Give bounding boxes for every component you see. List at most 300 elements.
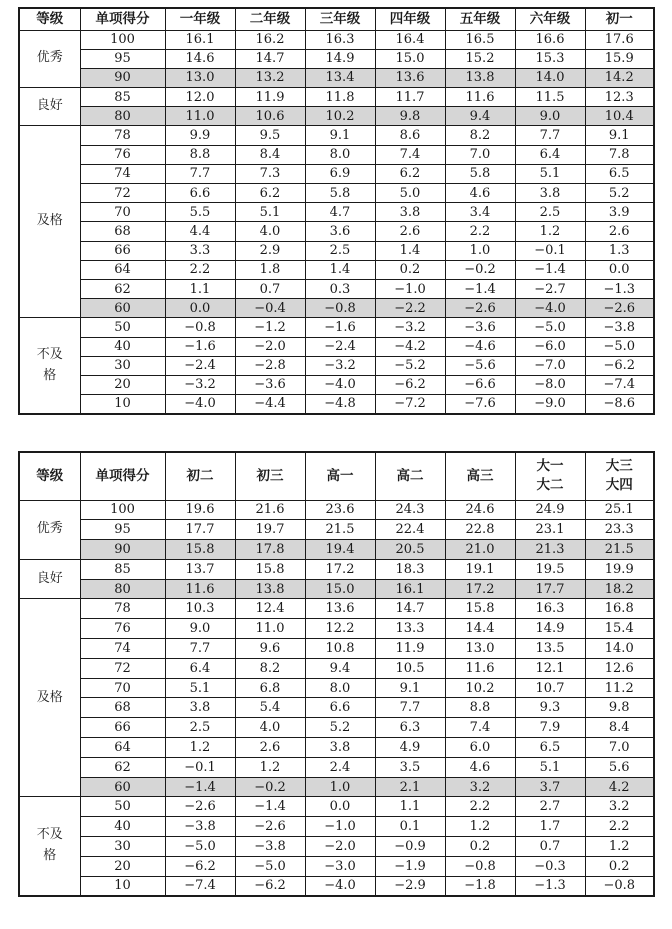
value-cell: −3.8 (165, 817, 235, 837)
value-cell: 2.6 (585, 222, 654, 241)
level-label: 不及格 (36, 346, 63, 383)
table-row (19, 375, 654, 394)
value-cell: 11.9 (235, 88, 305, 107)
value-cell: 9.4 (445, 107, 515, 126)
value-cell: −2.4 (305, 337, 375, 356)
value-cell: 12.1 (515, 658, 585, 678)
score-cell: 64 (80, 260, 165, 279)
value-cell: 8.6 (375, 126, 445, 145)
table-row (19, 738, 654, 758)
score-cell: 70 (80, 203, 165, 222)
value-cell: −0.8 (445, 856, 515, 876)
value-cell: −6.0 (515, 337, 585, 356)
value-cell: 4.0 (235, 222, 305, 241)
value-cell: −1.2 (235, 318, 305, 337)
value-cell: 19.5 (515, 559, 585, 579)
value-cell: 13.8 (445, 68, 515, 87)
value-cell: 20.5 (375, 540, 445, 560)
value-cell: 16.4 (375, 30, 445, 49)
value-cell: −1.6 (305, 318, 375, 337)
value-cell: −1.4 (515, 260, 585, 279)
value-cell: 19.4 (305, 540, 375, 560)
header-university-1-2 (515, 452, 585, 500)
value-cell: −5.6 (445, 356, 515, 375)
value-cell: 1.1 (375, 797, 445, 817)
value-cell: 21.6 (235, 500, 305, 520)
value-cell: 7.7 (165, 639, 235, 659)
value-cell: 1.0 (305, 777, 375, 797)
value-cell: −9.0 (515, 395, 585, 414)
table-body (19, 500, 654, 896)
value-cell: 12.6 (585, 658, 654, 678)
level-label: 及格 (36, 689, 63, 705)
value-cell: 7.7 (165, 164, 235, 183)
value-cell: 16.8 (585, 599, 654, 619)
value-cell: 5.4 (235, 698, 305, 718)
table-row (19, 856, 654, 876)
value-cell: 7.0 (445, 145, 515, 164)
value-cell: 1.3 (585, 241, 654, 260)
table-row (19, 520, 654, 540)
value-cell: 8.8 (445, 698, 515, 718)
table-row (19, 876, 654, 896)
value-cell: 9.1 (585, 126, 654, 145)
level-cell (19, 559, 80, 599)
value-cell: 3.2 (445, 777, 515, 797)
score-cell: 40 (80, 817, 165, 837)
value-cell: 6.4 (165, 658, 235, 678)
table-row (19, 203, 654, 222)
value-cell: 17.7 (515, 579, 585, 599)
value-cell: 9.4 (305, 658, 375, 678)
value-cell: 14.6 (165, 49, 235, 68)
value-cell: 2.6 (235, 738, 305, 758)
value-cell: −1.3 (515, 876, 585, 896)
value-cell: −3.8 (585, 318, 654, 337)
level-cell (19, 599, 80, 797)
value-cell: 3.4 (445, 203, 515, 222)
table-row (19, 145, 654, 164)
table-row (19, 164, 654, 183)
value-cell: 4.6 (445, 184, 515, 203)
value-cell: 2.5 (305, 241, 375, 260)
value-cell: 16.3 (515, 599, 585, 619)
header-junior-1: 初一 (585, 8, 654, 30)
table-row (19, 260, 654, 279)
table-row (19, 88, 654, 107)
value-cell: −3.6 (445, 318, 515, 337)
table-row (19, 777, 654, 797)
value-cell: 21.3 (515, 540, 585, 560)
value-cell: 7.7 (515, 126, 585, 145)
score-cell: 85 (80, 559, 165, 579)
value-cell: 13.0 (445, 639, 515, 659)
score-cell: 72 (80, 184, 165, 203)
value-cell: 1.2 (235, 757, 305, 777)
level-cell (19, 126, 80, 318)
value-cell: 4.9 (375, 738, 445, 758)
value-cell: −1.9 (375, 856, 445, 876)
header-grade-2: 二年级 (235, 8, 305, 30)
value-cell: 1.8 (235, 260, 305, 279)
value-cell: 10.5 (375, 658, 445, 678)
header-grade-4: 四年级 (375, 8, 445, 30)
value-cell: 17.7 (165, 520, 235, 540)
score-cell: 78 (80, 126, 165, 145)
value-cell: 3.5 (375, 757, 445, 777)
score-cell: 76 (80, 145, 165, 164)
level-cell (19, 88, 80, 126)
value-cell: −3.6 (235, 375, 305, 394)
value-cell: 11.6 (445, 658, 515, 678)
table-row (19, 126, 654, 145)
table-row (19, 241, 654, 260)
value-cell: 3.8 (515, 184, 585, 203)
value-cell: 12.3 (585, 88, 654, 107)
value-cell: 6.9 (305, 164, 375, 183)
table-row (19, 30, 654, 49)
value-cell: −2.0 (235, 337, 305, 356)
value-cell: −0.8 (305, 299, 375, 318)
value-cell: −6.2 (165, 856, 235, 876)
value-cell: 11.5 (515, 88, 585, 107)
score-cell: 68 (80, 222, 165, 241)
value-cell: 13.8 (235, 579, 305, 599)
value-cell: 3.8 (165, 698, 235, 718)
value-cell: 14.9 (305, 49, 375, 68)
value-cell: 10.6 (235, 107, 305, 126)
score-cell: 60 (80, 299, 165, 318)
value-cell: 18.3 (375, 559, 445, 579)
value-cell: 2.2 (165, 260, 235, 279)
score-cell: 76 (80, 619, 165, 639)
value-cell: −2.6 (445, 299, 515, 318)
value-cell: 15.0 (375, 49, 445, 68)
value-cell: 10.3 (165, 599, 235, 619)
value-cell: −4.0 (515, 299, 585, 318)
table-row (19, 579, 654, 599)
value-cell: 17.8 (235, 540, 305, 560)
value-cell: −2.9 (375, 876, 445, 896)
value-cell: −5.0 (235, 856, 305, 876)
value-cell: 9.9 (165, 126, 235, 145)
value-cell: 1.1 (165, 279, 235, 298)
value-cell: 3.8 (375, 203, 445, 222)
value-cell: 8.0 (305, 678, 375, 698)
value-cell: −5.0 (585, 337, 654, 356)
value-cell: 0.7 (235, 279, 305, 298)
value-cell: 6.0 (445, 738, 515, 758)
value-cell: −3.8 (235, 837, 305, 857)
value-cell: −4.0 (305, 876, 375, 896)
level-label: 良好 (36, 98, 63, 114)
value-cell: 7.3 (235, 164, 305, 183)
value-cell: 2.9 (235, 241, 305, 260)
value-cell: 9.1 (305, 126, 375, 145)
header-junior-3: 初三 (235, 452, 305, 500)
value-cell: 13.0 (165, 68, 235, 87)
value-cell: 21.5 (305, 520, 375, 540)
table-body (19, 30, 654, 414)
table-row (19, 797, 654, 817)
header-level: 等级 (19, 452, 80, 500)
score-cell: 90 (80, 540, 165, 560)
value-cell: 15.4 (585, 619, 654, 639)
value-cell: 2.1 (375, 777, 445, 797)
value-cell: 23.1 (515, 520, 585, 540)
value-cell: 1.0 (445, 241, 515, 260)
value-cell: 16.3 (305, 30, 375, 49)
score-cell: 30 (80, 356, 165, 375)
value-cell: −4.0 (305, 375, 375, 394)
value-cell: 5.5 (165, 203, 235, 222)
value-cell: −4.6 (445, 337, 515, 356)
value-cell: 13.6 (305, 599, 375, 619)
value-cell: 0.7 (515, 837, 585, 857)
value-cell: −2.6 (585, 299, 654, 318)
value-cell: 17.2 (445, 579, 515, 599)
header-line: 大二 (536, 477, 564, 494)
value-cell: 14.0 (515, 68, 585, 87)
value-cell: 11.7 (375, 88, 445, 107)
value-cell: −0.8 (585, 876, 654, 896)
value-cell: 12.0 (165, 88, 235, 107)
value-cell: −7.2 (375, 395, 445, 414)
level-label: 良好 (36, 570, 63, 586)
header-university-3-4 (585, 452, 654, 500)
value-cell: 2.5 (515, 203, 585, 222)
value-cell: 4.2 (585, 777, 654, 797)
level-cell (19, 500, 80, 559)
value-cell: 8.4 (585, 718, 654, 738)
score-cell: 80 (80, 579, 165, 599)
value-cell: 19.6 (165, 500, 235, 520)
value-cell: 4.6 (445, 757, 515, 777)
value-cell: 6.3 (375, 718, 445, 738)
value-cell: −5.0 (515, 318, 585, 337)
table-row (19, 107, 654, 126)
value-cell: 0.3 (305, 279, 375, 298)
value-cell: −6.2 (235, 876, 305, 896)
table-row (19, 837, 654, 857)
value-cell: 0.2 (585, 856, 654, 876)
score-cell: 10 (80, 876, 165, 896)
value-cell: 24.6 (445, 500, 515, 520)
value-cell: 14.4 (445, 619, 515, 639)
value-cell: −6.2 (375, 375, 445, 394)
level-label: 优秀 (36, 50, 63, 66)
score-cell: 62 (80, 757, 165, 777)
value-cell: 9.6 (235, 639, 305, 659)
value-cell: 14.9 (515, 619, 585, 639)
value-cell: −5.0 (165, 837, 235, 857)
value-cell: 4.0 (235, 718, 305, 738)
value-cell: 22.4 (375, 520, 445, 540)
value-cell: 1.4 (305, 260, 375, 279)
value-cell: −5.2 (375, 356, 445, 375)
score-cell: 66 (80, 241, 165, 260)
value-cell: 1.2 (165, 738, 235, 758)
score-table-secondary (18, 451, 655, 897)
value-cell: 24.9 (515, 500, 585, 520)
score-cell: 40 (80, 337, 165, 356)
value-cell: −2.7 (515, 279, 585, 298)
table-row (19, 318, 654, 337)
value-cell: 15.3 (515, 49, 585, 68)
level-cell (19, 30, 80, 88)
table-row (19, 540, 654, 560)
value-cell: 1.4 (375, 241, 445, 260)
value-cell: −1.6 (165, 337, 235, 356)
value-cell: 19.7 (235, 520, 305, 540)
score-cell: 74 (80, 639, 165, 659)
value-cell: 13.2 (235, 68, 305, 87)
value-cell: 6.6 (305, 698, 375, 718)
value-cell: 10.4 (585, 107, 654, 126)
value-cell: 1.2 (445, 817, 515, 837)
value-cell: 16.1 (165, 30, 235, 49)
value-cell: 21.5 (585, 540, 654, 560)
level-cell (19, 797, 80, 896)
value-cell: −1.4 (445, 279, 515, 298)
value-cell: 13.5 (515, 639, 585, 659)
value-cell: 9.0 (165, 619, 235, 639)
value-cell: −0.8 (165, 318, 235, 337)
table-row (19, 279, 654, 298)
value-cell: 5.6 (585, 757, 654, 777)
table-row (19, 757, 654, 777)
header-senior-3: 高三 (445, 452, 515, 500)
value-cell: 23.3 (585, 520, 654, 540)
value-cell: −2.6 (165, 797, 235, 817)
value-cell: 11.6 (165, 579, 235, 599)
value-cell: −7.6 (445, 395, 515, 414)
header-row (19, 8, 654, 30)
value-cell: −1.4 (235, 797, 305, 817)
value-cell: −7.4 (585, 375, 654, 394)
score-cell: 10 (80, 395, 165, 414)
table-row (19, 718, 654, 738)
value-cell: −1.0 (305, 817, 375, 837)
level-label: 及格 (36, 213, 63, 229)
value-cell: 6.4 (515, 145, 585, 164)
header-line: 大四 (605, 477, 633, 494)
header-row (19, 452, 654, 500)
value-cell: 25.1 (585, 500, 654, 520)
value-cell: −0.2 (445, 260, 515, 279)
value-cell: 13.3 (375, 619, 445, 639)
value-cell: 3.9 (585, 203, 654, 222)
score-cell: 50 (80, 797, 165, 817)
table-row (19, 337, 654, 356)
score-cell: 68 (80, 698, 165, 718)
value-cell: 11.6 (445, 88, 515, 107)
value-cell: −7.0 (515, 356, 585, 375)
value-cell: 5.8 (305, 184, 375, 203)
header-level: 等级 (19, 8, 80, 30)
value-cell: 4.7 (305, 203, 375, 222)
value-cell: 15.8 (165, 540, 235, 560)
header-junior-2: 初二 (165, 452, 235, 500)
value-cell: 9.8 (585, 698, 654, 718)
value-cell: −8.6 (585, 395, 654, 414)
value-cell: 16.1 (375, 579, 445, 599)
header-senior-1: 高一 (305, 452, 375, 500)
value-cell: 6.5 (515, 738, 585, 758)
header-line: 大三 (605, 457, 633, 474)
value-cell: 3.8 (305, 738, 375, 758)
score-cell: 50 (80, 318, 165, 337)
header-grade-1: 一年级 (165, 8, 235, 30)
value-cell: 14.7 (235, 49, 305, 68)
value-cell: 9.1 (375, 678, 445, 698)
value-cell: −1.8 (445, 876, 515, 896)
value-cell: −0.2 (235, 777, 305, 797)
value-cell: −3.2 (165, 375, 235, 394)
score-cell: 60 (80, 777, 165, 797)
value-cell: 10.2 (445, 678, 515, 698)
value-cell: 5.1 (515, 757, 585, 777)
value-cell: 1.2 (585, 837, 654, 857)
table-row (19, 222, 654, 241)
value-cell: 10.8 (305, 639, 375, 659)
value-cell: 6.6 (165, 184, 235, 203)
table-row (19, 356, 654, 375)
value-cell: 18.2 (585, 579, 654, 599)
value-cell: 7.4 (375, 145, 445, 164)
value-cell: 16.2 (235, 30, 305, 49)
level-cell (19, 318, 80, 414)
value-cell: 6.8 (235, 678, 305, 698)
value-cell: 2.7 (515, 797, 585, 817)
table-row (19, 395, 654, 414)
table-row (19, 678, 654, 698)
table-row (19, 698, 654, 718)
value-cell: 5.0 (375, 184, 445, 203)
header-line: 大一 (536, 457, 564, 474)
score-cell: 66 (80, 718, 165, 738)
value-cell: 8.0 (305, 145, 375, 164)
value-cell: 4.4 (165, 222, 235, 241)
score-cell: 80 (80, 107, 165, 126)
header-score: 单项得分 (80, 8, 165, 30)
value-cell: 22.8 (445, 520, 515, 540)
value-cell: 8.2 (445, 126, 515, 145)
header-senior-2: 高二 (375, 452, 445, 500)
value-cell: 6.2 (375, 164, 445, 183)
score-cell: 95 (80, 49, 165, 68)
value-cell: 5.1 (235, 203, 305, 222)
score-cell: 95 (80, 520, 165, 540)
value-cell: 16.5 (445, 30, 515, 49)
value-cell: −3.2 (375, 318, 445, 337)
score-cell: 20 (80, 375, 165, 394)
value-cell: 19.1 (445, 559, 515, 579)
value-cell: 5.1 (515, 164, 585, 183)
value-cell: 7.0 (585, 738, 654, 758)
value-cell: 8.4 (235, 145, 305, 164)
value-cell: 5.2 (585, 184, 654, 203)
table-row (19, 68, 654, 87)
score-cell: 20 (80, 856, 165, 876)
value-cell: 11.0 (235, 619, 305, 639)
value-cell: −6.6 (445, 375, 515, 394)
value-cell: −0.1 (515, 241, 585, 260)
header-grade-6: 六年级 (515, 8, 585, 30)
value-cell: 13.6 (375, 68, 445, 87)
value-cell: 21.0 (445, 540, 515, 560)
value-cell: 15.9 (585, 49, 654, 68)
